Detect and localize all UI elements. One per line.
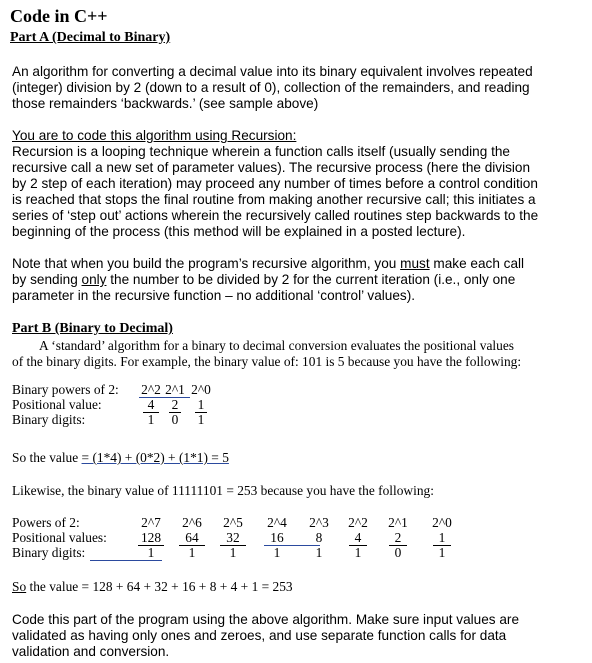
positional-cell: 4 bbox=[354, 530, 362, 545]
table2-positional-row bbox=[12, 531, 572, 545]
positional-cell: 1 bbox=[197, 397, 205, 412]
digit-cell: 1 bbox=[273, 545, 281, 560]
text-line: by sending only the number to be divided by 2 for the current iteration (i.e., only one bbox=[12, 272, 516, 287]
text-line: An algorithm for converting a decimal value into its binary equivalent involves repeated bbox=[12, 64, 533, 79]
text-line: series of ‘step out’ actions wherein the recursively called routines step backwards to the bbox=[12, 208, 539, 223]
value-equation-2: So the value = 128 + 64 + 32 + 16 + 8 + 4 + 1 = 253 bbox=[12, 579, 293, 594]
value-expression: = (1*4) + (0*2) + (1*1) = 5 bbox=[81, 450, 229, 465]
likewise-line: Likewise, the binary value of 11111101 = 253 because you have the following: bbox=[12, 483, 434, 498]
text-line: beginning of the process (this method will be explained in a posted lecture). bbox=[12, 224, 466, 239]
document-title: Code in C++ bbox=[10, 6, 108, 26]
positional-cell: 16 bbox=[270, 530, 284, 545]
table1-powers-row bbox=[12, 383, 312, 397]
positional-cell: 4 bbox=[147, 397, 155, 412]
part-b-intro bbox=[12, 338, 584, 370]
power-cell: 2^5 bbox=[223, 515, 243, 530]
row-label: Binary digits: bbox=[12, 545, 86, 560]
table1-positional-row bbox=[12, 398, 312, 412]
digit-cell: 1 bbox=[315, 545, 323, 560]
digit-cell: 0 bbox=[394, 545, 402, 560]
text-line: recursive call a new set of parameter values). The recursive process (here the division bbox=[12, 160, 531, 175]
part-b-heading: Part B (Binary to Decimal) bbox=[12, 321, 173, 336]
digit-cell: 1 bbox=[229, 545, 237, 560]
row-label: Powers of 2: bbox=[12, 515, 80, 530]
digit-cell: 0 bbox=[171, 412, 179, 427]
power-cell: 2^1 bbox=[165, 382, 185, 397]
closing-paragraph bbox=[12, 612, 572, 660]
positional-cell: 8 bbox=[315, 530, 323, 545]
row-label: Binary powers of 2: bbox=[12, 382, 119, 397]
power-cell: 2^3 bbox=[309, 515, 329, 530]
table1-digits-row bbox=[12, 413, 312, 427]
power-cell: 2^4 bbox=[267, 515, 287, 530]
power-cell: 2^7 bbox=[141, 515, 161, 530]
emphasis-must: must bbox=[400, 256, 430, 271]
text-line: of the binary digits. For example, the binary value of: 101 is 5 because you have the following: bbox=[12, 354, 522, 369]
text-line: Code this part of the program using the above algorithm. Make sure input values are bbox=[12, 612, 520, 627]
text-line: (integer) division by 2 (down to a result of 0), collection of the remainders, and reading bbox=[12, 80, 530, 95]
table2-powers-row bbox=[12, 516, 572, 530]
power-cell: 2^2 bbox=[348, 515, 368, 530]
emphasis-so: So bbox=[12, 579, 27, 594]
recursion-section bbox=[12, 128, 572, 240]
power-cell: 2^0 bbox=[191, 382, 211, 397]
text-line: validated as having only ones and zeroes, and use separate function calls for data bbox=[12, 628, 507, 643]
text-line: validation and conversion. bbox=[12, 644, 170, 659]
digit-cell: 1 bbox=[438, 545, 446, 560]
underline-accent bbox=[90, 560, 162, 561]
value-equation-1: So the value = (1*4) + (0*2) + (1*1) = 5 bbox=[12, 450, 229, 465]
text-line: Recursion is a looping technique wherein a function calls itself (usually sending the bbox=[12, 144, 510, 159]
power-cell: 2^1 bbox=[388, 515, 408, 530]
positional-cell: 128 bbox=[140, 530, 162, 545]
table2-digits-row bbox=[12, 546, 572, 560]
part-a-heading: Part A (Decimal to Binary) bbox=[10, 30, 171, 45]
part-a-intro bbox=[12, 64, 572, 112]
digit-cell: 1 bbox=[147, 412, 155, 427]
recursion-heading: You are to code this algorithm using Recursion: bbox=[12, 128, 297, 143]
row-label: Positional values: bbox=[12, 530, 107, 545]
text-line: Note that when you build the program’s recursive algorithm, you must make each call bbox=[12, 256, 525, 271]
positional-cell: 2 bbox=[394, 530, 402, 545]
positional-cell: 1 bbox=[438, 530, 446, 545]
power-cell: 2^0 bbox=[432, 515, 452, 530]
text-line: by 2 step of each iteration) may proceed any number of times before a control condition bbox=[12, 176, 538, 191]
row-label: Positional value: bbox=[12, 397, 102, 412]
positional-cell: 64 bbox=[185, 530, 199, 545]
text-line: those remainders ‘backwards.’ (see sample above) bbox=[12, 96, 319, 111]
digit-cell: 1 bbox=[188, 545, 196, 560]
power-cell: 2^2 bbox=[141, 382, 161, 397]
row-label: Binary digits: bbox=[12, 412, 86, 427]
positional-cell: 32 bbox=[226, 530, 240, 545]
text-line: is reached that stops the final routine from making another recursive call; this initiates a bbox=[12, 192, 536, 207]
emphasis-only: only bbox=[81, 272, 107, 287]
text-line: A ‘standard’ algorithm for a binary to decimal conversion evaluates the positional values bbox=[39, 338, 514, 353]
text-line: parameter in the recursive function – no additional ‘control’ values). bbox=[12, 288, 415, 303]
digit-cell: 1 bbox=[147, 545, 155, 560]
power-cell: 2^6 bbox=[182, 515, 202, 530]
digit-cell: 1 bbox=[197, 412, 205, 427]
recursion-note bbox=[12, 256, 572, 304]
digit-cell: 1 bbox=[354, 545, 362, 560]
positional-cell: 2 bbox=[171, 397, 179, 412]
